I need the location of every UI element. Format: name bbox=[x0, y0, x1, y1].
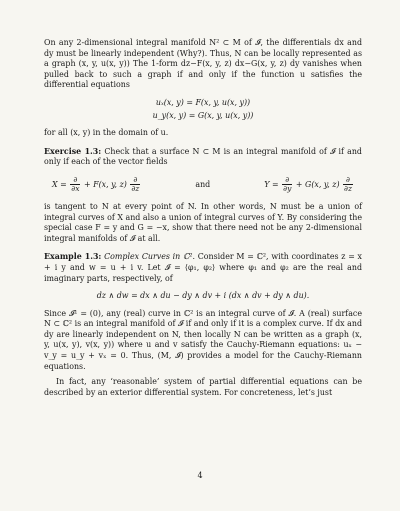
example-title: Complex Curves in ℂ². bbox=[104, 252, 195, 262]
exercise-text: Check that a surface N ⊂ M is an integral manifold of 𝓘 if and only if each of the vector fields bbox=[44, 146, 362, 167]
fraction-d-dz-x: $\frac{\partial}{\partial z}$ bbox=[131, 174, 140, 194]
y-lhs: Y = bbox=[264, 179, 279, 189]
y-mid-term: + G(x, y, z) bbox=[295, 179, 340, 189]
exercise-1-3 bbox=[44, 147, 362, 168]
fraction-d-dx: $\frac{\partial}{\partial x}$ bbox=[71, 174, 80, 194]
example-1-3 bbox=[44, 252, 362, 284]
x-mid-term: + F(x, y, z) bbox=[84, 179, 127, 189]
equation-system-1 bbox=[44, 98, 362, 121]
page-number: 4 bbox=[197, 471, 203, 480]
equation-ux: uₓ(x, y) = F(x, y, u(x, y)) bbox=[155, 97, 251, 107]
equation-uy: u_y(x, y) = G(x, y, u(x, y)) bbox=[152, 110, 254, 120]
paragraph-2: for all (x, y) in the domain of u. bbox=[44, 128, 169, 138]
equation-dz-dw: dz ∧ dw = dx ∧ du − dy ∧ dv + i (dx ∧ dv + dy ∧ du). bbox=[96, 291, 310, 301]
exercise-label: Exercise 1.3: bbox=[44, 146, 102, 156]
vector-field-y bbox=[264, 176, 354, 194]
and-word: and bbox=[195, 179, 211, 189]
paragraph-1: On any 2-dimensional integral manifold N² ⊂ M of 𝓘, the differentials dx and dy must be linearly independent (Why?). Thus, N can be locally represented as a graph (x, y, u(x, y)) The 1-form dz−F(x, y, z) dx−G(x, y, z) dy vanishes when pulled back to such a graph if and only if the function u satisfies the differential equations bbox=[44, 38, 362, 90]
fraction-d-dy: $\frac{\partial}{\partial y}$ bbox=[283, 174, 292, 194]
paragraph-3: is tangent to N at every point of N. In other words, N must be a union of integral curves of X and also a union of integral curves of Y. By considering the special case F = y and G = −x, show that there need not be any 2-dimensional integral manifolds of 𝓘 at all. bbox=[44, 201, 362, 243]
paragraph-5: In fact, any ‘reasonable’ system of partial differential equations can be described by an exterior differential system. For concreteness, let’s just bbox=[44, 377, 362, 397]
example-label: Example 1.3: bbox=[44, 252, 102, 262]
vector-field-x bbox=[52, 176, 141, 194]
example-text: Consider M = ℂ², with coordinates z = x + i y and w = u + i v. Let 𝓘 = ⟨φ₁, φ₂⟩ where φ₁ and φ₂ are the real and imaginary parts, respectively, of bbox=[44, 252, 363, 283]
body-text bbox=[44, 38, 362, 398]
x-lhs: X = bbox=[52, 179, 67, 189]
vector-fields-equation bbox=[52, 176, 354, 194]
paragraph-4: Since 𝓘¹ = (0), any (real) curve in ℂ² is an integral curve of 𝓘. A (real) surface N ⊂ ℂ² is an integral manifold of 𝓘 if and only if it is a complex curve. If dx and dy are linearly independent on N, then locally N can be written as a graph (x, y, u(x, y), v(x, y)) where u and v satisfy the Cauchy-Riemann equations: uₓ − v_y = u_y + vₓ = 0. Thus, (M, 𝓘) provides a model for the Cauchy-Riemann equations. bbox=[44, 308, 362, 371]
fraction-d-dz-y: $\frac{\partial}{\partial z}$ bbox=[344, 174, 352, 194]
